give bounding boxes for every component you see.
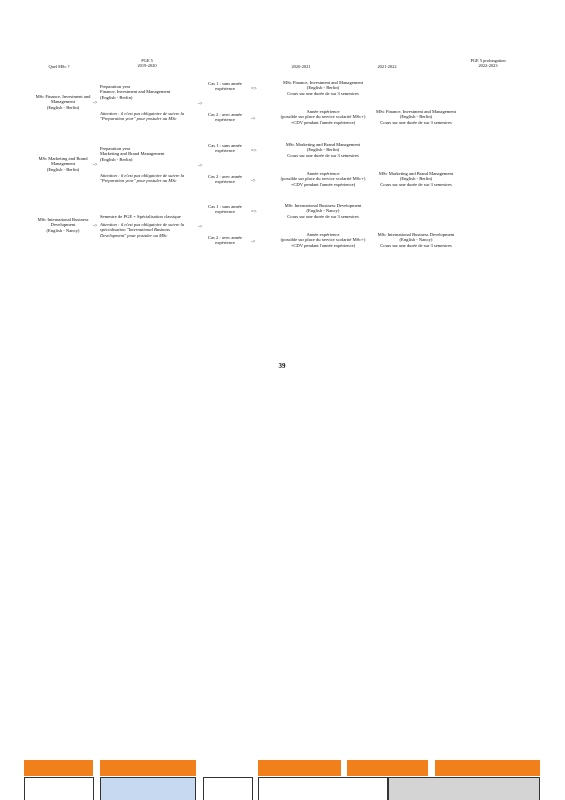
header-col6 [458,58,518,68]
row-case2-line: expérience [215,240,235,246]
row-note-line: "Preparation year" pour postuler au MSc [100,178,177,184]
row-final-line: (English - Nancy) [399,237,433,243]
row-note [100,111,200,122]
header-col5: 2021-2022 [377,64,397,69]
row-final [366,109,466,125]
row-final-line: Cours sur une durée de sur 3 semestres [380,119,452,125]
row-final-line: (English - Berlin) [399,114,433,120]
row-prep-line: Semestre de PGE + Spécialisation classique [100,214,181,219]
row-opt1-line: Cours sur une durée de sur 3 semestres [287,90,359,96]
row-note-line: Attention : il n'est pas obligatoire de suivre la [100,222,185,227]
row-arrow-prep: -> [93,163,98,168]
row-case1-line: Cas 1 : sans année [208,81,242,86]
row-case2-line: Cas 2 : avec année [207,174,243,179]
row-case2-line: expérience [215,117,235,123]
row-arrow-opt1: => [251,210,257,215]
row-prep [100,214,200,219]
row-opt2-line: +CDV pendant l'année expérience) [290,119,356,125]
footer-bar-3 [258,760,341,776]
header-col6-line2: 2022-2023 [478,63,498,68]
row-opt2-line: +CDV pendant l'année expérience) [290,181,356,187]
row-case1-line: expérience [215,86,235,92]
row-opt2-line: Année expérience [306,171,340,176]
row-msc-line: Management [51,99,75,105]
row-msc-line: MSc International Business [37,217,89,222]
header-col4: 2020-2021 [291,64,311,69]
row-prep-line: Preparation year [100,146,131,151]
row-msc-line: Development [50,222,76,228]
row-case2 [202,174,248,185]
row-arrow-cases: -> [198,225,203,230]
row-note-line: Attention : il n'est pas obligatoire de suivre la [100,111,185,116]
row-opt2-line: +CDV pendant l'année expérience) [290,242,356,248]
row-opt1-line: (English - Berlin) [306,85,340,91]
header-col1: Quel MSc ? [48,64,70,69]
row-opt2-line: (possible sur place du service scolarité MSc+) [280,114,366,120]
row-msc-line: (English - Berlin) [46,166,80,172]
row-arrow-opt2: -> [251,179,256,184]
row-msc-line: (English - Nancy) [46,227,80,233]
row-note [100,222,200,238]
row-opt1 [258,203,388,219]
footer-bar-1 [24,760,93,776]
row-arrow-prep: -> [93,224,98,229]
row-prep-line: Marketing and Brand Management [100,151,165,157]
row-opt1-line: Cours sur une durée de sur 3 semestres [287,152,359,158]
row-note-line: Development" pour postuler au MSc [100,232,168,238]
footer-cell-5 [388,777,540,800]
row-arrow-opt1: => [251,149,257,154]
row-case1 [202,204,248,215]
row-arrow-prep: -> [93,101,98,106]
row-case2-line: expérience [215,179,235,185]
row-final-line: MSc Marketing and Brand Management [378,171,454,176]
row-prep [100,84,200,100]
row-note-line: spécialisation "International Business [100,227,171,233]
header-col2 [122,58,172,68]
row-case2-line: Cas 2 : avec année [207,112,243,117]
row-msc [28,217,98,233]
row-case2 [202,112,248,123]
row-case2-line: Cas 2 : avec année [207,235,243,240]
row-msc-line: MSc Finance, Investment and [35,94,91,99]
row-final [366,232,466,248]
row-final-line: (English - Berlin) [399,176,433,182]
row-msc-line: (English - Berlin) [46,104,80,110]
row-final-line: MSc International Business Development [377,232,455,237]
page-number: 39 [278,362,286,370]
row-arrow-opt1: => [251,87,257,92]
row-note-line: "Preparation year" pour postuler au MSc [100,116,177,122]
footer-bar-2 [100,760,196,776]
row-arrow-opt2: -> [251,117,256,122]
footer-cell-4 [258,777,388,800]
footer-cell-3 [203,777,253,800]
row-prep-line: Finance, Investment and Management [100,89,171,95]
row-case1 [202,81,248,92]
row-final-line: Cours sur une durée de sur 3 semestres [380,181,452,187]
row-final-line: Cours sur une durée de sur 3 semestres [380,242,452,248]
row-opt1-line: (English - Berlin) [306,147,340,153]
row-prep [100,146,200,162]
row-case1-line: Cas 1 : sans année [208,143,242,148]
row-msc-line: MSc Marketing and Brand [38,156,88,161]
row-opt2-line: (possible sur place du service scolarité MSc+) [280,176,366,182]
row-prep-line: (English - Berlin) [100,156,133,162]
row-case1-line: expérience [215,148,235,154]
row-arrow-cases: -> [198,102,203,107]
row-msc [28,156,98,172]
row-prep-line: Preparation year [100,84,131,89]
row-note-line: Attention : il n'est pas obligatoire de suivre la [100,173,185,178]
row-opt1-line: Cours sur une durée de sur 3 semestres [287,213,359,219]
row-final [366,171,466,187]
row-arrow-opt2: -> [251,240,256,245]
row-prep-line: (English - Berlin) [100,94,133,100]
row-opt1 [258,80,388,96]
row-case2 [202,235,248,246]
row-opt1-line: MSc Finance, Investment and Management [283,80,363,85]
row-final-line: MSc Finance, Investment and Management [376,109,456,114]
row-arrow-cases: -> [198,164,203,169]
row-opt2-line: Année expérience [306,109,340,114]
row-opt2-line: (possible sur place du service scolarité MSc+) [280,237,366,243]
row-opt1 [258,142,388,158]
row-case1-line: Cas 1 : sans année [208,204,242,209]
footer-cell-1 [24,777,94,800]
row-case1-line: expérience [215,209,235,215]
row-opt1-line: (English - Nancy) [306,208,340,214]
row-opt1-line: MSc Marketing and Brand Management [285,142,361,147]
header-col6-line1: PGE 5 prolongation [470,58,506,63]
header-col2-line1: PGE 5 [141,58,153,63]
row-msc-line: Management [51,161,75,167]
footer-bar-4 [347,760,428,776]
header-col2-line2: 2019-2020 [137,63,157,68]
row-opt2-line: Année expérience [306,232,340,237]
row-note [100,173,200,184]
footer-bar-5 [435,760,540,776]
row-case1 [202,143,248,154]
footer-cell-2 [100,777,196,800]
row-msc [28,94,98,110]
row-opt1-line: MSc International Business Development [284,203,362,208]
